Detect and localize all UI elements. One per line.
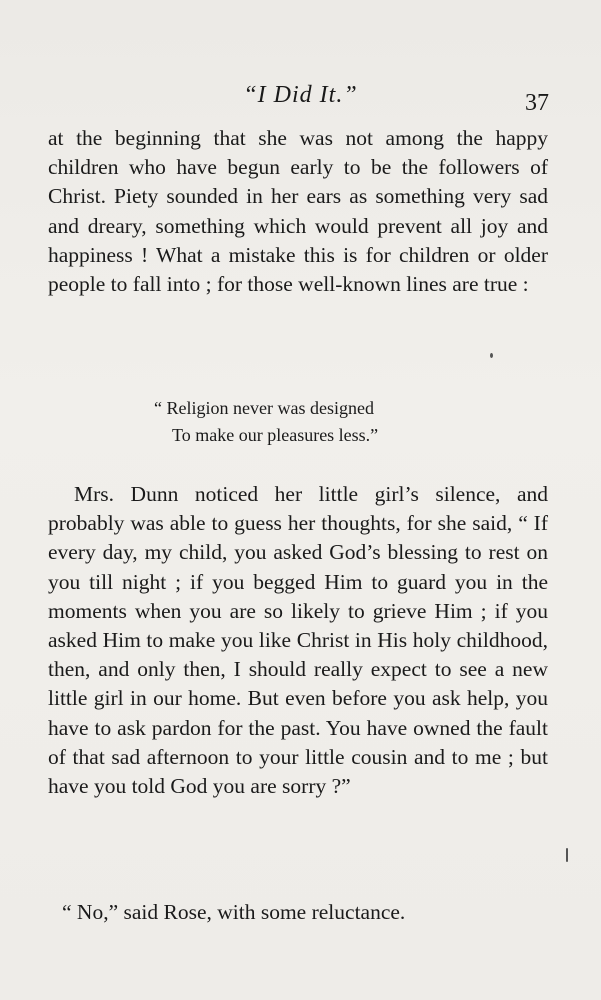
paper-speck: [566, 848, 568, 862]
paragraph-text: “ No,” said Rose, with some reluctance.: [62, 900, 406, 924]
paragraph-mrs-dunn: [48, 480, 548, 801]
page-header: [0, 80, 601, 116]
verse-line: “ Religion never was designed: [154, 398, 374, 418]
paragraph-text: at the beginning that she was not among the happy children who have begun early to be the followers of Christ. Piety sounded in her ears as something very sad and dreary, something which would prevent all joy and happiness ! What a mistake this is for children or older people to fall into ; for those well-known lines are true :: [48, 126, 548, 297]
paragraph-rose-reply: [48, 898, 548, 927]
paragraph-text: Mrs. Dunn noticed her little girl’s silence, and probably was able to guess her thoughts, for she said, “ If every day, my child, you asked God’s blessing to rest on you till night ; if you begged Him to guard you in the moments when you are so likely to grieve Him ; if you asked Him to make you like Christ in His holy childhood, then, and only then, I should really expect to see a new little girl in our home. But even before you ask help, you have to ask pardon for the past. You have owned the fault of that sad afternoon to your little cousin and to me ; but have you told God you are sorry ?”: [48, 482, 548, 799]
running-title: “I Did It.”: [243, 82, 358, 108]
paragraph-continued: [48, 124, 548, 299]
verse-line: To make our pleasures less.”: [172, 425, 379, 445]
paper-speck: [490, 353, 493, 358]
page-number: 37: [525, 90, 549, 116]
verse-quotation: [0, 395, 601, 449]
